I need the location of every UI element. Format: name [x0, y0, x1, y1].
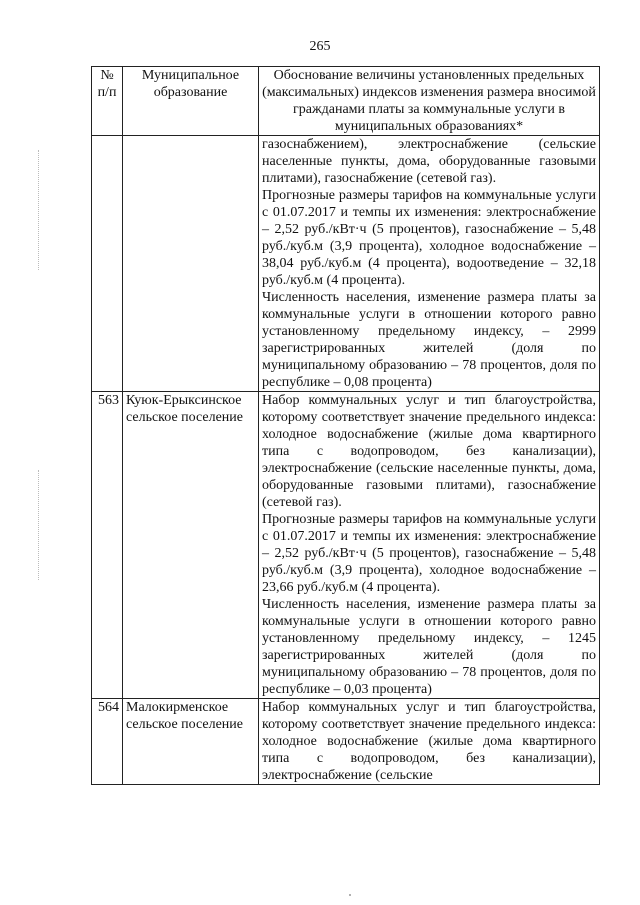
header-basis: Обоснование величины установленных предельных (максимальных) индексов изменения размера вносимой гражданами платы за коммунальные услуги в муниципальных образованиях* [259, 67, 600, 136]
basis-paragraph: газоснабжением), электроснабжение (сельские населенные пункты, дома, оборудованные газовыми плитами), газоснабжение (сетевой газ). [262, 137, 596, 186]
table-header-row [92, 67, 600, 136]
table-row [92, 136, 600, 392]
table-row [92, 699, 600, 785]
basis-paragraph: Прогнозные размеры тарифов на коммунальные услуги с 01.07.2017 и темпы их изменения: электроснабжение – 2,52 руб./кВт·ч (5 процентов), газоснабжение – 5,48 руб./куб.м (3,9 процента), холодное водоснабжение – 38,04 руб./куб.м (4 процента), водоотведение – 32,18 руб./куб.м (4 процента). [262, 188, 596, 288]
basis-paragraph: Набор коммунальных услуг и тип благоустройства, которому соответствует значение предельного индекса: холодное водоснабжение (жилые дома квартирного типа с водопроводом, без канализации), электроснабжение (сельские [262, 700, 596, 783]
row-basis [259, 136, 600, 392]
basis-paragraph: Набор коммунальных услуг и тип благоустройства, которому соответствует значение предельного индекса: холодное водоснабжение (жилые дома квартирного типа с водопроводом, без канализации), электроснабжение (сельские населенные пункты, дома, оборудованные газовыми плитами), газоснабжение (сетевой газ). [262, 393, 596, 510]
basis-paragraph: Численность населения, изменение размера платы за коммунальные услуги в отношении которого равно установленному предельному индексу, – 2999 зарегистрированных жителей (доля по муниципальному образованию – 78 процентов, доля по республике – 0,08 процента) [262, 290, 596, 390]
row-municipality: Куюк-Ерыксинское сельское поселение [123, 392, 259, 699]
basis-paragraph: Прогнозные размеры тарифов на коммунальные услуги с 01.07.2017 и темпы их изменения: электроснабжение – 2,52 руб./кВт·ч (5 процентов), газоснабжение – 5,48 руб./куб.м (3,9 процента), холодное водоснабжение – 23,66 руб./куб.м (4 процента). [262, 512, 596, 595]
margin-mark [38, 470, 40, 580]
header-number: № п/п [92, 67, 123, 136]
scan-speck [349, 894, 351, 896]
indices-table [91, 66, 600, 785]
margin-mark [38, 150, 40, 270]
row-municipality [123, 136, 259, 392]
row-municipality: Малокирменское сельское поселение [123, 699, 259, 785]
row-number: 563 [92, 392, 123, 699]
row-number [92, 136, 123, 392]
table-row [92, 392, 600, 699]
row-basis [259, 699, 600, 785]
row-number: 564 [92, 699, 123, 785]
basis-paragraph: Численность населения, изменение размера платы за коммунальные услуги в отношении которого равно установленному предельному индексу, – 1245 зарегистрированных жителей (доля по муниципальному образованию – 78 процентов, доля по республике – 0,03 процента) [262, 597, 596, 697]
page-number: 265 [309, 39, 331, 54]
row-basis [259, 392, 600, 699]
header-municipality: Муниципальное образование [123, 67, 259, 136]
